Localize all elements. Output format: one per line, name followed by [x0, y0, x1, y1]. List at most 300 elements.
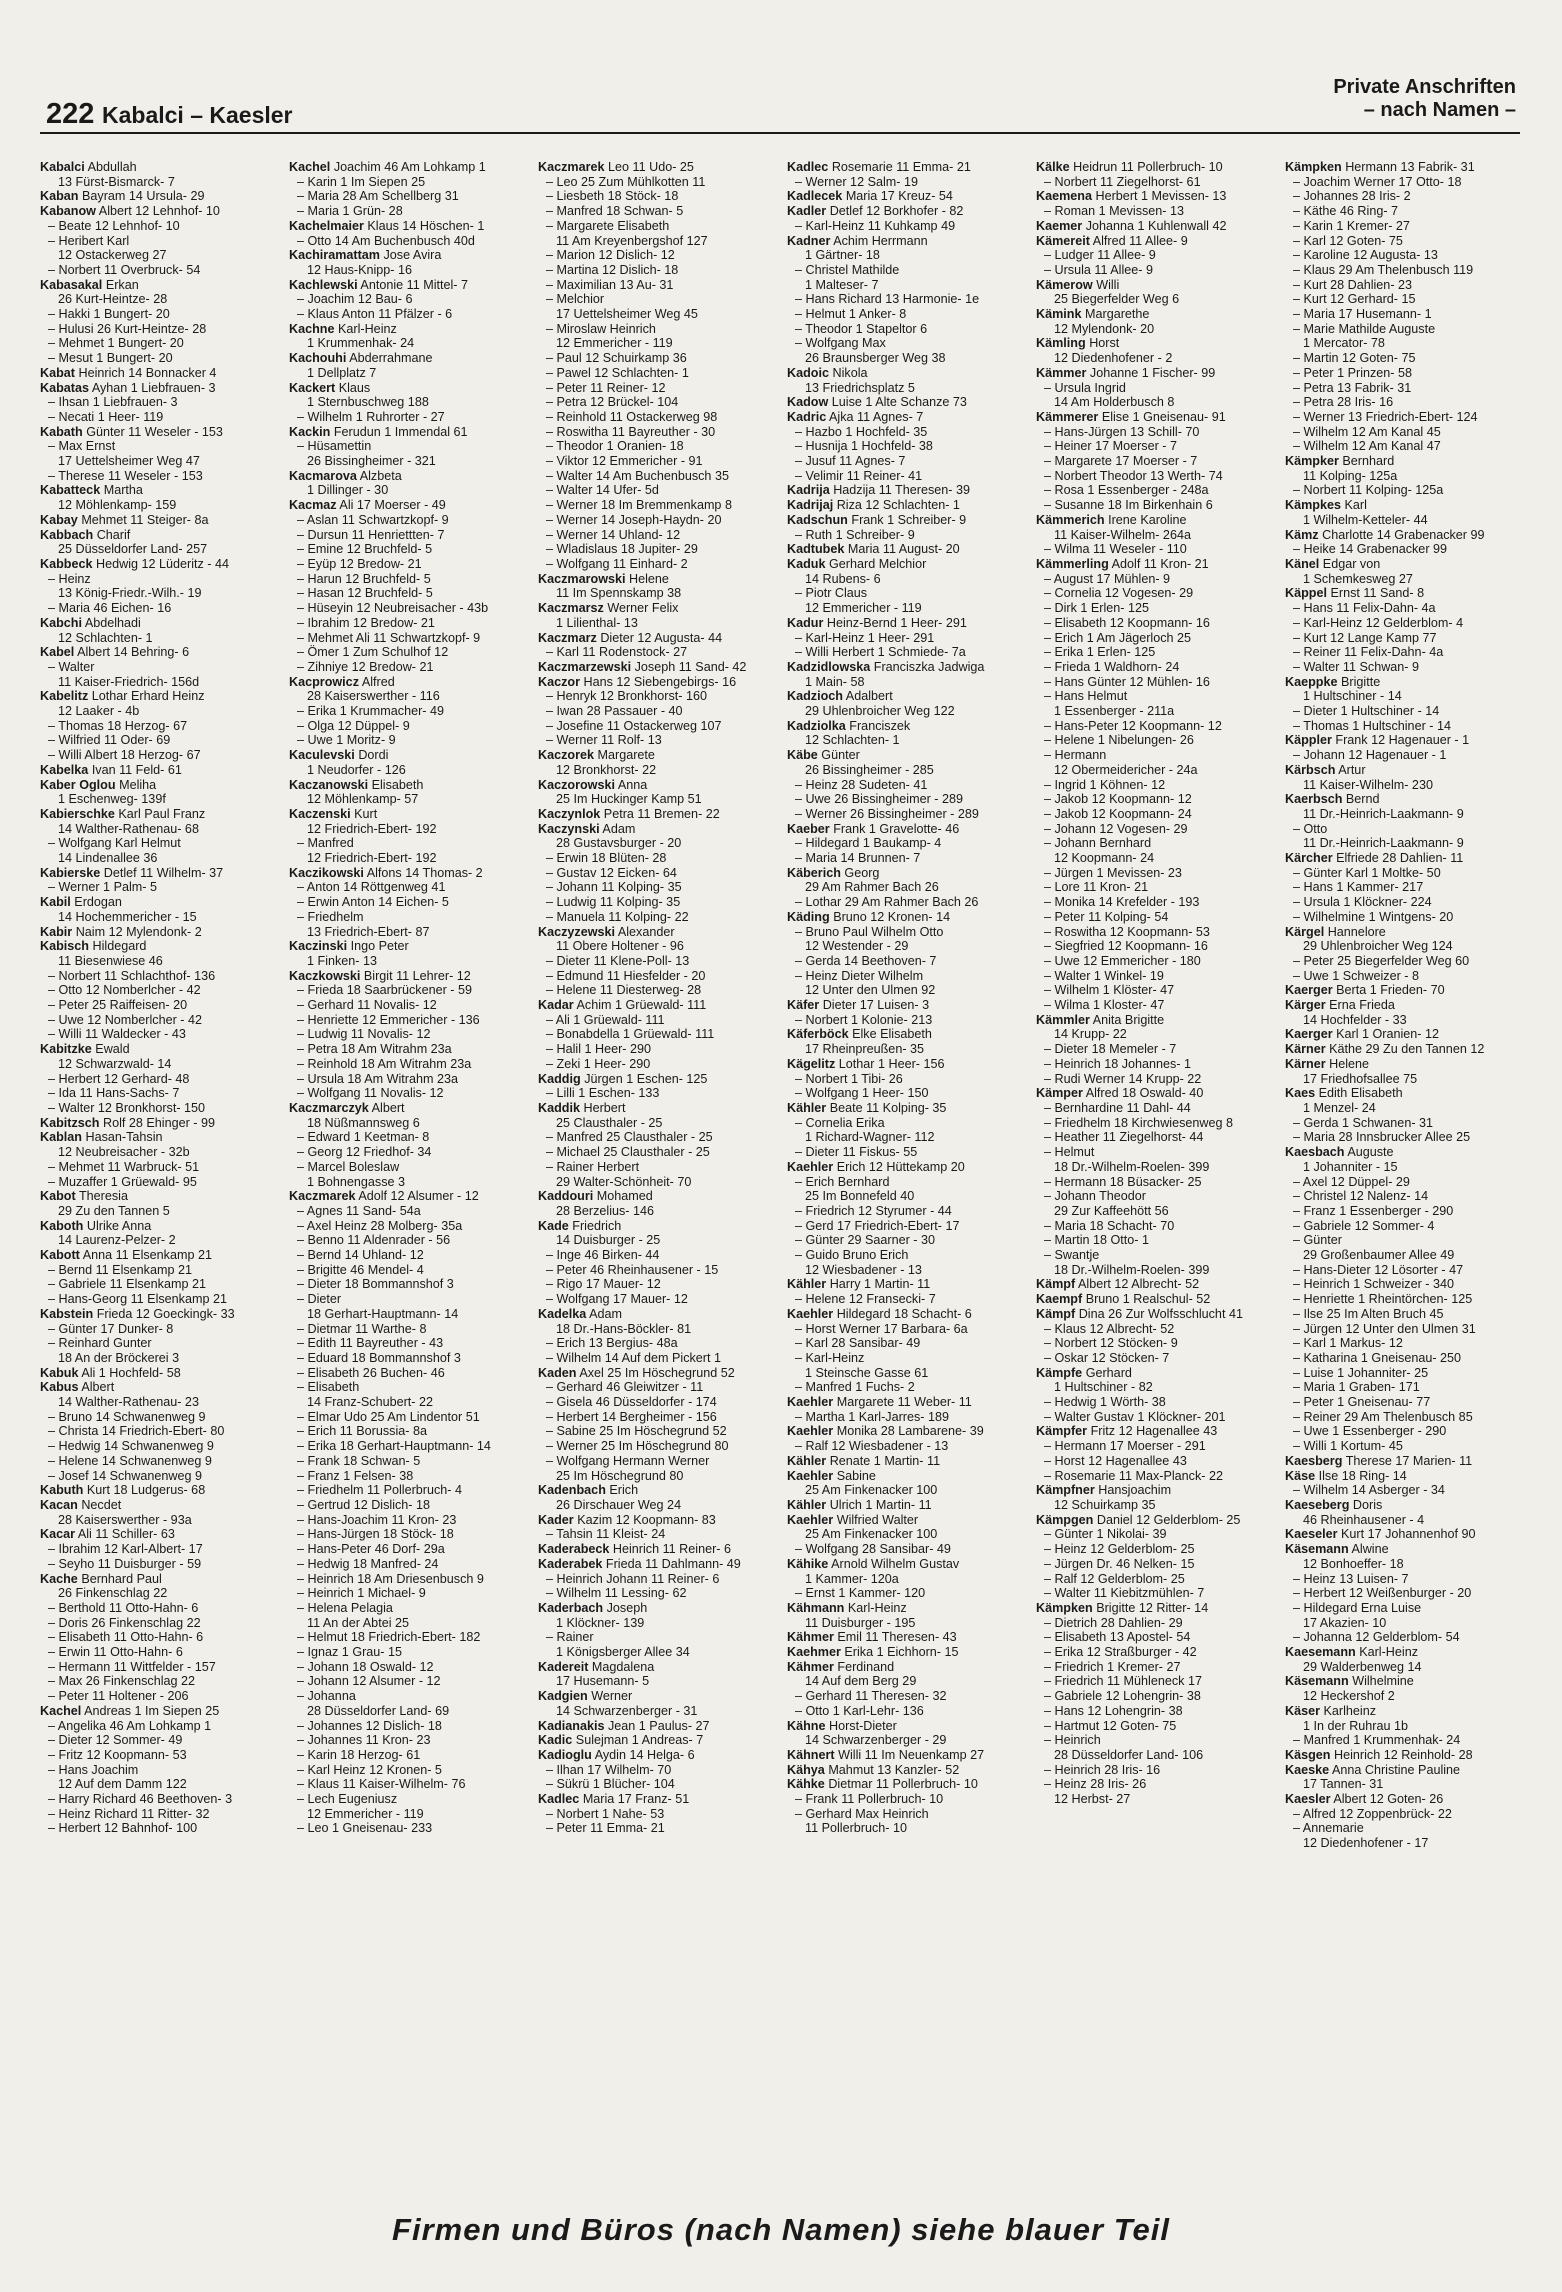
entry-details: – Jürgen Dr. 46 Nelken- 15	[1044, 1556, 1195, 1571]
surname: Kacmarova	[289, 468, 357, 483]
entry-details: – Johann Theodor	[1044, 1189, 1146, 1204]
directory-entry	[289, 410, 525, 425]
entry-details: – Christel 12 Nalenz- 14	[1293, 1189, 1429, 1204]
directory-entry	[289, 660, 525, 675]
directory-entry	[1285, 410, 1520, 425]
directory-entry	[289, 778, 525, 793]
entry-details: Frieda 11 Dahlmann- 49	[605, 1556, 741, 1571]
entry-details: 28 Gustavsburger - 20	[556, 836, 682, 851]
directory-entry	[787, 660, 1023, 675]
entry-details: – Georg 12 Friedhof- 34	[297, 1145, 432, 1160]
directory-entry	[538, 1322, 774, 1337]
entry-details: – Heinz 12 Gelderblom- 25	[1044, 1542, 1195, 1557]
surname: Kämpfner	[1036, 1483, 1095, 1498]
directory-entry	[289, 557, 525, 572]
surname: Kabelka	[40, 762, 89, 777]
directory-entry	[40, 1630, 276, 1645]
entry-details: – Katharina 1 Gneisenau- 250	[1293, 1350, 1462, 1365]
directory-entry	[1036, 616, 1272, 631]
surname: Kachouhi	[289, 351, 347, 366]
directory-entry	[289, 366, 525, 381]
surname: Kabasakal	[40, 277, 103, 292]
entry-details: Martha	[103, 483, 143, 498]
directory-entry	[538, 1807, 774, 1822]
entry-details: – Cornelia 12 Vogesen- 29	[1044, 586, 1194, 601]
directory-entry	[1036, 557, 1272, 572]
entry-details: – Maria 1 Grün- 28	[297, 204, 403, 219]
directory-entry	[787, 1616, 1023, 1631]
directory-entry	[289, 1424, 525, 1439]
directory-entry	[787, 866, 1023, 881]
entry-details: 29 Großenbaumer Allee 49	[1303, 1248, 1455, 1263]
entry-details: – Wilfried 11 Oder- 69	[48, 733, 171, 748]
directory-column-6	[1285, 160, 1520, 2160]
entry-details: Heinz-Bernd 1 Heer- 291	[826, 615, 967, 630]
directory-entry	[787, 1630, 1023, 1645]
entry-details: – Agnes 11 Sand- 54a	[297, 1203, 421, 1218]
directory-entry	[1285, 1101, 1520, 1116]
directory-entry	[787, 1645, 1023, 1660]
entry-details: – Peter 25 Raiffeisen- 20	[48, 998, 188, 1013]
directory-entry	[289, 336, 525, 351]
directory-entry	[1036, 792, 1272, 807]
entry-details: – Ruth 1 Schreiber- 9	[795, 527, 915, 542]
entry-details: Adolf 12 Alsumer - 12	[358, 1189, 479, 1204]
directory-entry	[538, 1292, 774, 1307]
surname: Kämmerich	[1036, 512, 1105, 527]
surname: Kadic	[538, 1733, 573, 1748]
directory-entry	[787, 704, 1023, 719]
directory-entry	[289, 586, 525, 601]
entry-details: Herbert	[583, 1101, 626, 1115]
directory-entry	[1036, 660, 1272, 675]
directory-entry	[538, 689, 774, 704]
surname: Kämpkes	[1285, 498, 1342, 513]
entry-details: 14 Hochfelder - 33	[1303, 1012, 1407, 1027]
entry-details: – Günter Karl 1 Moltke- 50	[1293, 865, 1441, 880]
directory-entry	[538, 248, 774, 263]
directory-entry	[787, 1101, 1023, 1116]
directory-entry	[40, 1616, 276, 1631]
directory-entry	[1285, 895, 1520, 910]
directory-entry	[1285, 439, 1520, 454]
entry-details: Maria 17 Franz- 51	[582, 1792, 690, 1807]
entry-details: Adam	[602, 821, 636, 836]
directory-entry	[40, 278, 276, 293]
entry-details: Hermann 13 Fabrik- 31	[1345, 160, 1475, 174]
directory-entry	[1285, 234, 1520, 249]
entry-details: – Heinz 28 Iris- 26	[1044, 1777, 1147, 1792]
directory-entry	[40, 675, 276, 690]
entry-details: – Hedwig 18 Manfred- 24	[297, 1556, 439, 1571]
entry-details: – Lothar 29 Am Rahmer Bach 26	[795, 895, 979, 910]
surname: Kabisch	[40, 939, 89, 954]
entry-details: – Thomas 1 Hultschiner - 14	[1293, 718, 1451, 733]
entry-details: Doris	[1352, 1497, 1383, 1512]
entry-details: – Gustav 12 Eicken- 64	[546, 865, 677, 880]
entry-details: 26 Braunsberger Weg 38	[805, 351, 946, 366]
directory-entry	[40, 160, 276, 175]
directory-entry	[289, 675, 525, 690]
directory-entry	[787, 1807, 1023, 1822]
directory-entry	[1285, 1145, 1520, 1160]
entry-details: 12 Emmericher - 119	[307, 1806, 424, 1821]
entry-details: 25 Am Finkenacker 100	[805, 1483, 938, 1498]
surname: Kaddik	[538, 1101, 580, 1115]
entry-details: 12 Diedenhofener - 17	[1303, 1836, 1429, 1851]
directory-entry	[289, 1292, 525, 1307]
entry-details: – Piotr Claus	[795, 586, 868, 601]
entry-details: 46 Rheinhausener - 4	[1303, 1512, 1425, 1527]
directory-entry	[289, 939, 525, 954]
surname: Kaczmarek	[538, 160, 605, 174]
entry-details: Leo 11 Udo- 25	[608, 160, 694, 174]
entry-details: – Dieter 11 Fiskus- 55	[795, 1145, 918, 1160]
directory-entry	[1285, 1792, 1520, 1807]
directory-entry	[289, 645, 525, 660]
directory-entry	[1036, 1233, 1272, 1248]
directory-entry	[289, 204, 525, 219]
entry-details: – Karin 1 Im Siepen 25	[297, 174, 426, 189]
entry-details: 14 Duisburger - 25	[556, 1233, 661, 1248]
directory-entry	[1285, 160, 1520, 175]
entry-details: 12 Laaker - 4b	[58, 704, 140, 719]
entry-details: – Ursula 1 Klöckner- 224	[1293, 895, 1432, 910]
surname: Kabatteck	[40, 483, 101, 498]
directory-entry	[40, 719, 276, 734]
entry-details: 25 Im Höschegrund 80	[556, 1468, 684, 1483]
directory-entry	[538, 1513, 774, 1528]
directory-entry	[787, 1380, 1023, 1395]
directory-entry	[40, 689, 276, 704]
entry-details: Karl	[1344, 498, 1367, 513]
directory-entry	[1036, 498, 1272, 513]
surname: Kaeseberg	[1285, 1497, 1350, 1512]
entry-details: – Frieda 18 Saarbrückener - 59	[297, 983, 473, 998]
directory-entry	[289, 1689, 525, 1704]
directory-entry	[538, 939, 774, 954]
entry-details: Erna Frieda	[1329, 998, 1395, 1013]
directory-entry	[787, 719, 1023, 734]
directory-entry	[289, 1630, 525, 1645]
surname: Kaczmarowski	[538, 571, 626, 586]
entry-details: – Peter 1 Gneisenau- 77	[1293, 1395, 1431, 1410]
directory-entry	[289, 748, 525, 763]
entry-details: Bernd	[1345, 792, 1380, 807]
directory-entry	[289, 528, 525, 543]
entry-details: 1 Bohnengasse 3	[307, 1174, 406, 1189]
entry-details: – Wilhelmine 1 Wintgens- 20	[1293, 909, 1454, 924]
entry-details: Magdalena	[591, 1659, 655, 1674]
directory-entry	[787, 807, 1023, 822]
directory-entry	[1036, 366, 1272, 381]
surname: Kackin	[289, 424, 331, 439]
entry-details: Abderrahmane	[349, 351, 433, 366]
entry-details: Adam	[589, 1306, 623, 1321]
entry-details: Ernst 11 Sand- 8	[1330, 586, 1425, 601]
entry-details: Gerhard	[1085, 1365, 1132, 1380]
directory-entry	[40, 1160, 276, 1175]
entry-details: – Norbert 12 Stöcken- 9	[1044, 1336, 1178, 1351]
entry-details: – Hüsamettin	[297, 439, 372, 454]
entry-details: Anna	[617, 777, 648, 792]
directory-entry	[40, 969, 276, 984]
entry-details: Therese 17 Marien- 11	[1345, 1453, 1473, 1468]
directory-entry	[538, 1748, 774, 1763]
directory-entry	[538, 1733, 774, 1748]
entry-details: 1 Gärtner- 18	[805, 248, 880, 263]
directory-entry	[787, 1233, 1023, 1248]
directory-entry	[1285, 1277, 1520, 1292]
entry-details: Anita Brigitte	[1092, 1012, 1165, 1027]
directory-entry	[1036, 1116, 1272, 1131]
entry-details: Kurt 17 Johannenhof 90	[1341, 1527, 1476, 1542]
directory-entry	[1285, 778, 1520, 793]
surname: Kadioglu	[538, 1747, 592, 1762]
directory-entry	[538, 1660, 774, 1675]
directory-entry	[1285, 1674, 1520, 1689]
directory-entry	[1285, 1469, 1520, 1484]
directory-entry	[787, 1395, 1023, 1410]
entry-details: Dordi	[358, 748, 389, 763]
directory-entry	[787, 483, 1023, 498]
surname: Kaehler	[787, 1159, 834, 1174]
directory-entry	[40, 1366, 276, 1381]
entry-details: – Elisabeth 13 Apostel- 54	[1044, 1630, 1191, 1645]
entry-details: – Kurt 12 Lange Kamp 77	[1293, 630, 1437, 645]
entry-details: 12 Emmericher - 119	[805, 601, 922, 616]
entry-details: Theresia	[78, 1189, 128, 1204]
directory-entry	[538, 586, 774, 601]
entry-details: Ilse 18 Ring- 14	[1318, 1468, 1407, 1483]
entry-details: Anna 11 Elsenkamp 21	[82, 1248, 212, 1263]
surname: Kähmann	[787, 1600, 845, 1615]
entry-details: – Gerhard 11 Theresen- 32	[795, 1689, 947, 1704]
directory-entry	[1285, 189, 1520, 204]
surname: Kachlewski	[289, 277, 358, 292]
directory-entry	[1036, 1336, 1272, 1351]
directory-entry	[289, 1498, 525, 1513]
directory-entry	[787, 954, 1023, 969]
section-title-line-1: Private Anschriften	[1333, 76, 1516, 98]
entry-details: – Erwin 18 Blüten- 28	[546, 851, 667, 866]
directory-entry	[289, 513, 525, 528]
entry-details: – Inge 46 Birken- 44	[546, 1248, 660, 1263]
entry-details: Helene	[629, 571, 669, 586]
entry-details: – Tahsin 11 Kleist- 24	[546, 1527, 666, 1542]
entry-details: 25 Im Huckinger Kamp 51	[556, 792, 702, 807]
entry-details: 1 Königsberger Allee 34	[556, 1645, 690, 1660]
entry-details: – Otto 1 Karl-Lehr- 136	[795, 1703, 924, 1718]
directory-entry	[538, 1454, 774, 1469]
surname: Käppel	[1285, 586, 1327, 601]
surname: Kackert	[289, 380, 336, 395]
directory-entry	[289, 1674, 525, 1689]
entry-details: – Wolfgang Max	[795, 336, 886, 351]
entry-details: – Otto	[1293, 821, 1328, 836]
entry-details: Ali 11 Schiller- 63	[77, 1527, 175, 1542]
directory-entry	[538, 1645, 774, 1660]
directory-entry	[40, 851, 276, 866]
directory-entry	[1285, 601, 1520, 616]
directory-entry	[1036, 645, 1272, 660]
directory-entry	[40, 381, 276, 396]
directory-entry	[1036, 1410, 1272, 1425]
entry-details: Heinrich 12 Reinhold- 28	[1334, 1747, 1473, 1762]
surname: Kaddig	[538, 1071, 581, 1086]
surname: Kämz	[1285, 527, 1319, 542]
directory-entry	[289, 498, 525, 513]
entry-details: – Heinz 13 Luisen- 7	[1293, 1571, 1409, 1586]
entry-details: – Manfred 1 Fuchs- 2	[795, 1380, 915, 1395]
directory-entry	[538, 469, 774, 484]
directory-entry	[289, 1042, 525, 1057]
entry-details: 14 Krupp- 22	[1054, 1027, 1127, 1042]
entry-details: Werner Felix	[607, 601, 679, 616]
entry-details: Heinrich 11 Reiner- 6	[612, 1542, 731, 1557]
entry-details: – Erika 12 Straßburger - 42	[1044, 1645, 1197, 1660]
directory-entry	[1036, 307, 1272, 322]
entry-details: Rolf 28 Ehinger - 99	[102, 1115, 215, 1130]
surname: Kärgel	[1285, 924, 1325, 939]
entry-details: – Bruno 14 Schwanenweg 9	[48, 1409, 206, 1424]
directory-entry	[787, 1674, 1023, 1689]
directory-entry	[1285, 1660, 1520, 1675]
surname: Kaculevski	[289, 748, 355, 763]
entry-details: – Gerda 14 Beethoven- 7	[795, 953, 937, 968]
surname: Kabanow	[40, 204, 96, 219]
entry-details: 29 Uhlenbroicher Weg 122	[805, 704, 955, 719]
entry-details: – Norbert 1 Tibi- 26	[795, 1071, 903, 1086]
entry-details: – Kurt 28 Dahlien- 23	[1293, 277, 1413, 292]
entry-details: – Frieda 1 Waldhorn- 24	[1044, 659, 1180, 674]
directory-entry	[1285, 454, 1520, 469]
directory-entry	[1285, 1704, 1520, 1719]
directory-entry	[40, 189, 276, 204]
entry-details: Mohamed	[596, 1189, 653, 1204]
surname: Kähke	[787, 1777, 825, 1792]
entry-details: – Uwe 12 Nomberlcher - 42	[48, 1012, 202, 1027]
directory-entry	[1285, 689, 1520, 704]
entry-details: – Manfred 18 Schwan- 5	[546, 204, 684, 219]
directory-entry	[538, 1395, 774, 1410]
entry-details: Wilfried Walter	[836, 1512, 919, 1527]
entry-details: Karl 1 Oranien- 12	[1336, 1027, 1440, 1042]
entry-details: – Marion 12 Dislich- 12	[546, 248, 675, 263]
directory-entry	[1285, 1616, 1520, 1631]
directory-entry	[787, 895, 1023, 910]
entry-details: – Zihniye 12 Bredow- 21	[297, 659, 434, 674]
directory-entry	[40, 572, 276, 587]
directory-entry	[40, 983, 276, 998]
entry-details: – Aslan 11 Schwartzkopf- 9	[297, 512, 449, 527]
entry-details: – Gabriele 12 Lohengrin- 38	[1044, 1689, 1201, 1704]
directory-entry	[40, 1204, 276, 1219]
surname: Kaesbach	[1285, 1145, 1345, 1160]
entry-details: – Ali 1 Grüewald- 111	[546, 1012, 665, 1027]
surname: Kaczkowski	[289, 968, 361, 983]
directory-entry	[40, 1086, 276, 1101]
directory-entry	[538, 631, 774, 646]
entry-details: – Lore 11 Kron- 21	[1044, 880, 1149, 895]
entry-details: – Johannes 11 Kron- 23	[297, 1733, 431, 1748]
directory-entry	[289, 1572, 525, 1587]
surname: Käse	[1285, 1468, 1316, 1483]
directory-entry	[1036, 1469, 1272, 1484]
directory-entry	[1285, 1395, 1520, 1410]
entry-details: – Helmut 1 Anker- 8	[795, 307, 907, 322]
directory-entry	[538, 1189, 774, 1204]
directory-entry	[289, 719, 525, 734]
surname: Kadric	[787, 409, 827, 424]
entry-details: Bernhard	[1342, 454, 1395, 469]
directory-entry	[787, 616, 1023, 631]
entry-details: – Petra 28 Iris- 16	[1293, 395, 1394, 410]
directory-entry	[787, 1719, 1023, 1734]
entry-details: – Wolfgang 28 Sansibar- 49	[795, 1542, 951, 1557]
directory-entry	[1036, 1719, 1272, 1734]
entry-details: Erich	[609, 1483, 639, 1498]
entry-details: – August 17 Mühlen- 9	[1044, 571, 1171, 586]
directory-entry	[1285, 1483, 1520, 1498]
directory-entry	[289, 1469, 525, 1484]
directory-entry	[1285, 719, 1520, 734]
entry-details: 1 Krummenhak- 24	[307, 336, 415, 351]
entry-details: – Beate 12 Lehnhof- 10	[48, 218, 180, 233]
directory-entry	[787, 586, 1023, 601]
entry-details: 12 Möhlenkamp- 159	[58, 498, 177, 513]
directory-entry	[1285, 1336, 1520, 1351]
entry-details: Ali 17 Moerser - 49	[339, 498, 446, 513]
entry-details: – Karl 1 Markus- 12	[1293, 1336, 1403, 1351]
entry-details: – Hans 11 Felix-Dahn- 4a	[1293, 601, 1436, 616]
entry-details: Hildegard 18 Schacht- 6	[836, 1306, 972, 1321]
directory-entry	[1285, 1498, 1520, 1513]
entry-details: – Hans 12 Lohengrin- 38	[1044, 1703, 1183, 1718]
entry-details: – Werner 12 Salm- 19	[795, 174, 918, 189]
directory-entry	[289, 1248, 525, 1263]
entry-details: 17 Uettelsheimer Weg 47	[58, 454, 200, 469]
entry-details: – Günter 1 Nikolai- 39	[1044, 1527, 1167, 1542]
entry-details: Brigitte 12 Ritter- 14	[1096, 1600, 1209, 1615]
directory-entry	[1285, 483, 1520, 498]
entry-details: – Bruno Paul Wilhelm Otto	[795, 924, 944, 939]
entry-details: – Norbert 11 Overbruck- 54	[48, 262, 201, 277]
entry-details: – Petra 13 Fabrik- 31	[1293, 380, 1412, 395]
entry-details: 18 Gerhart-Hauptmann- 14	[307, 1306, 459, 1321]
entry-details: – Heinz 28 Sudeten- 41	[795, 777, 928, 792]
entry-details: – Johanna 12 Gelderblom- 54	[1293, 1630, 1460, 1645]
directory-entry	[40, 1748, 276, 1763]
surname: Kärger	[1285, 998, 1326, 1013]
directory-entry	[538, 1307, 774, 1322]
directory-entry	[787, 366, 1023, 381]
entry-details: – Halil 1 Heer- 290	[546, 1042, 651, 1057]
entry-details: Alwine	[1351, 1542, 1389, 1557]
entry-details: – Edward 1 Keetman- 8	[297, 1130, 430, 1145]
surname: Kadschun	[787, 512, 848, 527]
page-range-title: Kabalci – Kaesler	[102, 102, 293, 128]
entry-details: Luise 1 Alte Schanze 73	[831, 395, 967, 410]
entry-details: 17 Friedhofsallee 75	[1303, 1071, 1418, 1086]
directory-entry	[787, 175, 1023, 190]
entry-details: – Jakob 12 Koopmann- 12	[1044, 792, 1192, 807]
surname: Kämmler	[1036, 1012, 1090, 1027]
directory-entry	[538, 1616, 774, 1631]
directory-entry	[1036, 322, 1272, 337]
directory-entry	[1036, 219, 1272, 234]
entry-details: 11 Duisburger - 195	[805, 1615, 916, 1630]
